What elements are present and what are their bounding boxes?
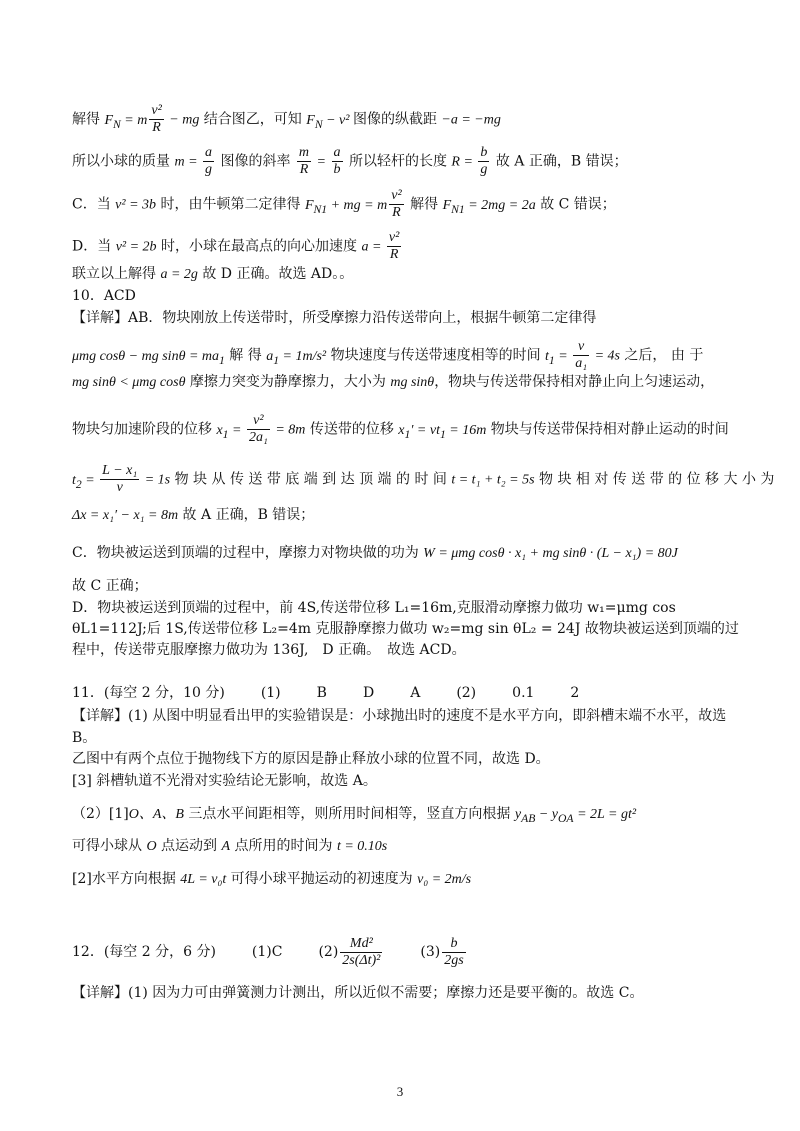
text: (2)	[318, 944, 339, 960]
text: 点运动到	[156, 838, 222, 854]
text: 11．(每空 2 分，10 分)	[72, 685, 225, 701]
fraction: $\frac{\text{v²}}{R}$	[388, 230, 400, 262]
text: 所以轻杆的长度	[344, 153, 452, 170]
line-2	[72, 145, 740, 178]
text: 物块速度与传送带速度相等的时间	[326, 347, 546, 364]
text: 之后， 由 于	[619, 347, 704, 364]
formula: A	[221, 839, 231, 854]
fraction: $\frac{m}{R}$	[298, 145, 310, 177]
text: (1)	[260, 685, 281, 701]
formula: − mg	[165, 112, 200, 128]
formula: = 8m	[271, 422, 306, 438]
text: 物块匀加速阶段的位移	[72, 421, 217, 438]
fraction: $\frac{b}{2gs}$	[444, 935, 464, 968]
text: 2	[570, 685, 580, 701]
text: (2)	[456, 685, 477, 701]
fraction: $\frac{a}{b}$	[333, 145, 341, 177]
line-22	[72, 869, 740, 890]
text: 故 A 正确，B 错误；	[178, 507, 315, 523]
formula: t = 0.10s	[336, 839, 388, 854]
text: 解 得	[224, 347, 267, 364]
line-18: 乙图中有两个点位于抛物线下方的原因是静止释放小球的位置不同，故选 D。	[72, 751, 550, 767]
text: 图像的斜率	[216, 153, 295, 170]
text: D．当	[72, 238, 116, 255]
paragraph-11-1: 【详解】(1) 从图中明显看出甲的实验错误是：小球抛出时的速度不是水平方向，即斜槽末端不水平，故选 B。	[72, 708, 727, 746]
formula: a = 2g	[160, 267, 198, 282]
formula: $t_1$ =	[545, 348, 572, 367]
text: 三点水平间距相等，则所用时间相等，竖直方向根据	[183, 806, 515, 822]
text: 故 A 正确，B 错误；	[491, 153, 628, 170]
line-5	[72, 264, 740, 285]
line-12	[72, 505, 740, 526]
line-9	[72, 372, 740, 393]
text: 12．(每空 2 分，6 分)	[72, 944, 216, 960]
line-11	[72, 463, 775, 496]
text: 联立以上解得	[72, 266, 161, 282]
text: A	[410, 685, 421, 701]
question-12-answer	[72, 930, 740, 974]
fraction: $\frac{\text{v²}}{\text{2a₁}}$	[248, 413, 268, 445]
line-10	[72, 413, 740, 446]
line-7: 【详解】AB．物块刚放上传送带时，所受摩擦力沿传送带向上，根据牛顿第二定律得	[72, 310, 597, 326]
line-13	[72, 543, 740, 564]
formula: O、A、B	[128, 807, 184, 822]
fraction: $\frac{a}{g}$	[205, 145, 213, 177]
fraction: $\frac{b}{g}$	[480, 145, 488, 177]
paragraph-d: D．物块被运送到顶端的过程中，前 4S,传送带位移 L₁=16m,克服滑动摩擦力做功 w₁=μmg cos θL1=112J;后 1S,传送带位移 L₂=4m 克服静摩擦力做功 w₂=mg sin θL₂ = 24J 故物块被运送到顶端的过程中，传送带克服摩擦力做功为 136J, D 正确。 故选 ACD。	[72, 600, 739, 658]
formula: v₀ = 2m/s	[417, 872, 472, 887]
formula: $F_{N1} = 2mg = 2a$	[442, 197, 536, 216]
text: 可得小球平抛运动的初速度为	[226, 871, 418, 887]
formula: −a = −mg	[441, 112, 501, 128]
formula: $t_2$ =	[72, 472, 99, 491]
line-21	[72, 836, 740, 857]
text: 物块与传送带保持相对静止运动的时间	[486, 421, 729, 438]
formula: m =	[174, 154, 202, 170]
text: 0.1	[512, 685, 535, 701]
text: (3)	[420, 944, 441, 960]
formula: W = μmg cosθ · x₁ + mg sinθ · (L − x₁) = 80J	[423, 546, 678, 561]
text: C．当	[72, 196, 116, 213]
formula: =	[313, 154, 330, 170]
text: 所以小球的质量	[72, 153, 175, 170]
text: 故 C 错误；	[535, 196, 616, 213]
text: 物 块 相 对 传 送 带 的 位 移 大 小 为	[534, 471, 775, 488]
formula: $x_1$ =	[216, 422, 245, 441]
text: （2）[1]	[72, 806, 129, 822]
text: 解得	[72, 111, 105, 128]
formula: v² = 3b	[115, 197, 157, 213]
formula: v² = 2b	[115, 239, 157, 255]
text: 可得小球从	[72, 838, 147, 854]
fraction: $\frac{\text{L − x₁}}{v}$	[102, 463, 138, 495]
formula: 4L = v₀t	[180, 872, 227, 887]
text: 故 D 正确。故选 AD。。	[197, 266, 354, 282]
line-8	[72, 339, 740, 372]
text: 解得	[405, 196, 443, 213]
text: B	[316, 685, 327, 701]
line-14: 故 C 正确；	[72, 578, 148, 594]
formula: $x_1' = vt_1 = 16m$	[398, 422, 487, 441]
formula: $y_{AB} - y_{OA} = 2L = gt^2$	[514, 807, 637, 825]
formula: O	[146, 839, 157, 854]
line-24: 【详解】(1) 因为力可由弹簧测力计测出，所以近似不需要；摩擦力还是要平衡的。故选 C。	[72, 985, 644, 1001]
text: D	[362, 685, 375, 701]
text: 点所用的时间为	[230, 838, 337, 854]
fraction: $\frac{\text{Md²}}{\text{2s(Δt)²}}$	[342, 935, 381, 968]
page-number: 3	[396, 1084, 404, 1099]
text: 物 块 从 传 送 带 底 端 到 达 顶 端 的 时 间	[170, 471, 452, 488]
text: 时，由牛顿第二定律得	[156, 196, 305, 213]
formula: t = t₁ + t₂ = 5s	[451, 472, 535, 488]
fraction: $\frac{\text{v²}}{R}$	[391, 188, 402, 220]
text: (1)C	[251, 944, 283, 960]
formula: $F_N = m$	[104, 112, 148, 131]
text: 图像的纵截距	[352, 111, 442, 128]
formula: $F_N - v^2$	[306, 112, 353, 131]
text: C．物块被运送到顶端的过程中，摩擦力对物块做的功为	[72, 545, 424, 561]
line-4	[72, 230, 740, 263]
text: 结合图乙，可知	[199, 111, 307, 128]
formula: = 4s	[591, 348, 620, 364]
formula: = 1s	[141, 472, 171, 488]
text: ，物块与传送带保持相对静止向上匀速运动，	[434, 374, 715, 390]
line-19: [3] 斜槽轨道不光滑对实验结论无影响，故选 A。	[72, 773, 377, 789]
formula: $a_1 = 1m/s^2$	[266, 348, 327, 367]
text: [2]水平方向根据	[72, 871, 181, 887]
formula: μmg cosθ − mg $\sin\theta = ma_1$	[72, 348, 225, 367]
formula: Δx = x₁′ − x₁ = 8m	[72, 508, 179, 523]
text: 时，小球在最高点的向心加速度	[156, 238, 362, 255]
formula: mg sinθ	[390, 375, 435, 390]
question-11-answer	[72, 683, 740, 703]
line-3	[72, 188, 740, 221]
formula: a =	[361, 239, 385, 255]
formula: $F_{N1}$ + mg = m	[304, 197, 388, 216]
fraction: $\frac{\text{v²}}{R}$	[151, 103, 162, 135]
text: 摩擦力突变为静摩擦力，大小为	[185, 374, 391, 390]
line-1	[72, 103, 740, 136]
formula: mg sinθ < μmg cosθ	[72, 375, 186, 390]
line-20	[72, 804, 740, 829]
fraction: $\frac{v}{\text{a₁}}$	[575, 339, 588, 371]
formula: R =	[451, 154, 477, 170]
question-10-answer: 10．ACD	[72, 288, 136, 304]
text: 传送带的位移	[305, 421, 399, 438]
